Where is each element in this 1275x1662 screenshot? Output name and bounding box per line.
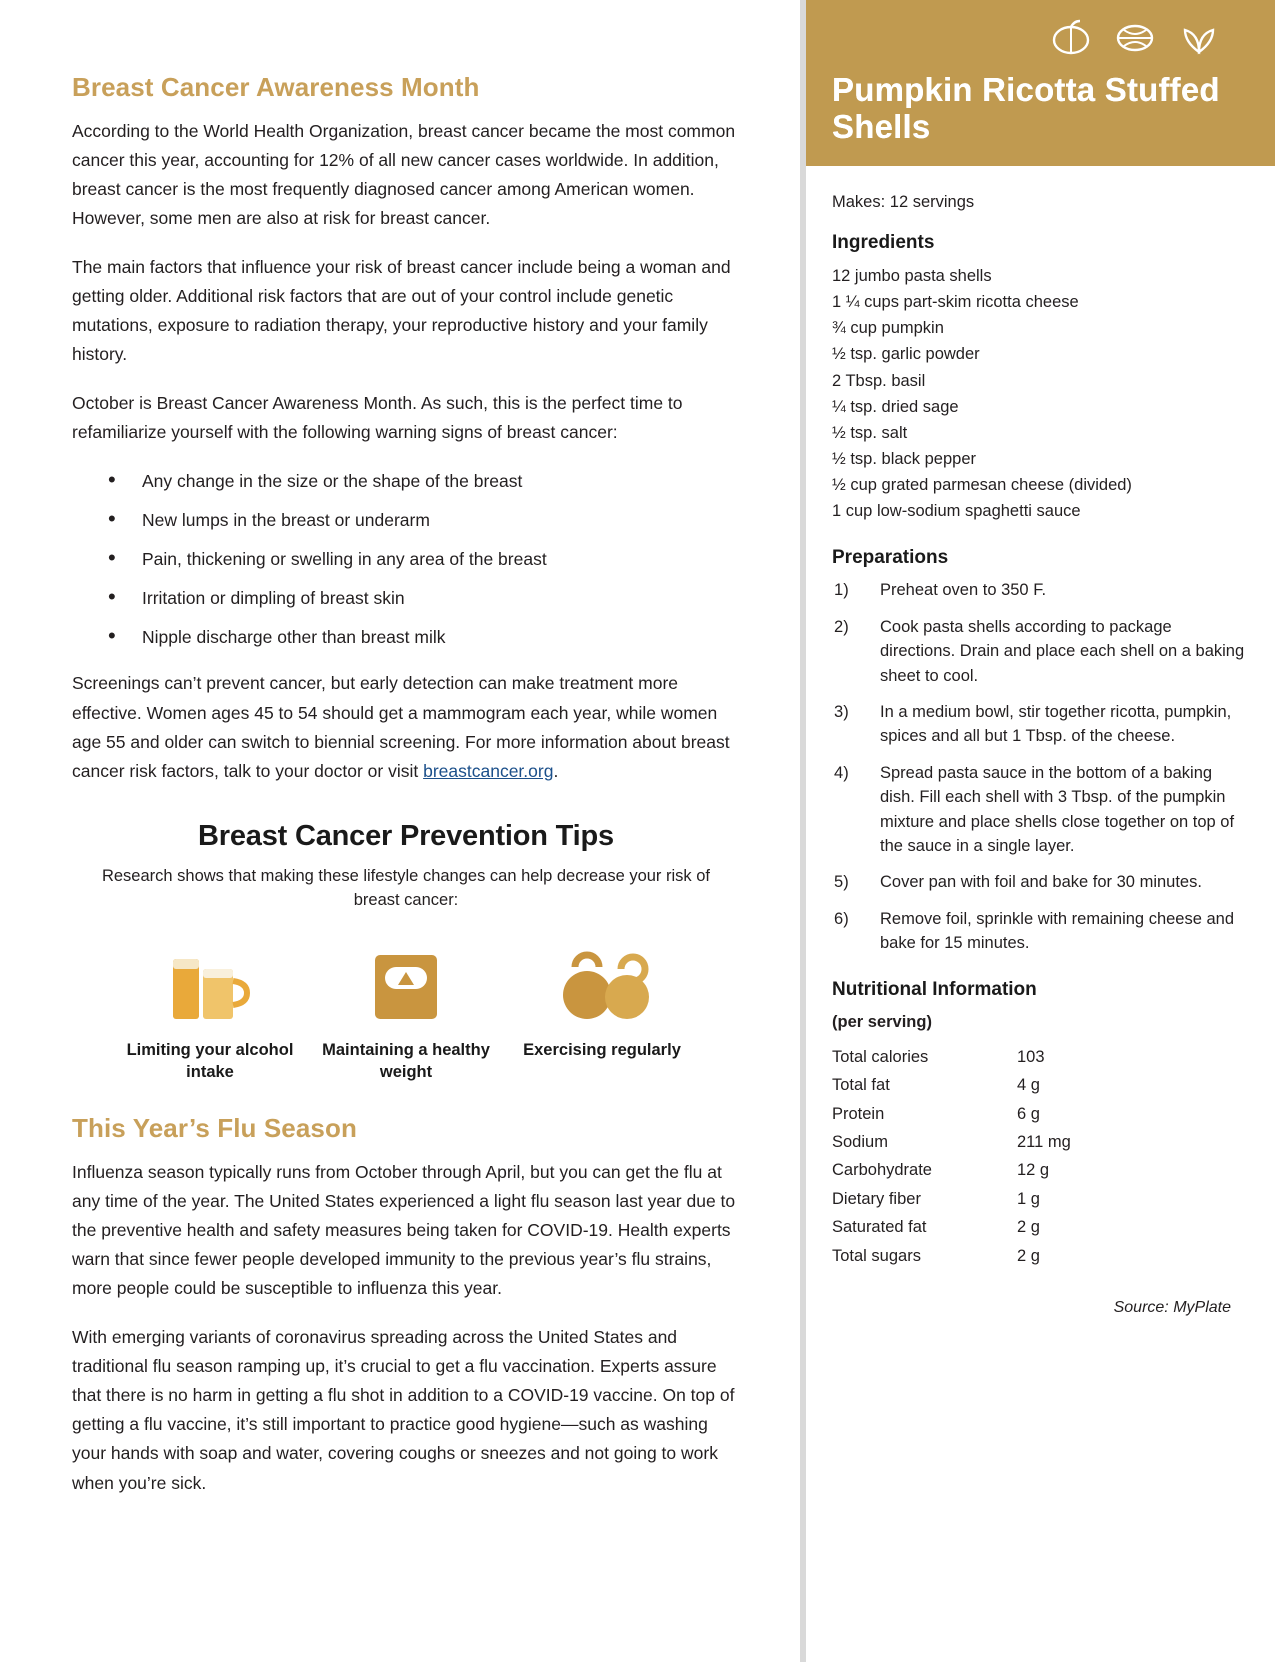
recipe-header-icons <box>832 10 1249 66</box>
warning-signs-list <box>72 467 740 651</box>
nutrition-value: 4 g <box>1017 1076 1040 1095</box>
nutrition-value: 2 g <box>1017 1218 1040 1237</box>
nutrition-label: Total sugars <box>832 1246 921 1265</box>
nutrition-table <box>832 1043 1249 1270</box>
list-item: • Any change in the size or the shape of the breast <box>108 467 740 495</box>
list-item: • Nipple discharge other than breast milk <box>108 623 740 651</box>
recipe-servings: Makes: 12 servings <box>832 193 975 211</box>
prevention-tips-row <box>82 943 730 1084</box>
list-item: 1 ¼ cups part-skim ricotta cheese <box>832 293 1079 312</box>
list-item: ½ tsp. garlic powder <box>832 345 980 364</box>
table-row <box>832 1185 1249 1213</box>
list-item: ½ cup grated parmesan cheese (divided) <box>832 475 1132 494</box>
paragraph-flu-2: With emerging variants of coronavirus spreading across the United States and traditional flu season ramping up, it’s crucial to get a flu vaccination. Experts assure that there is no harm in getting a flu shot in addition to a COVID-19 vaccine. On top of getting a flu vaccine, it’s still important to practice good hygiene—such as washing your hands with soap and water, covering coughs or sneezes and not going to work when you’re sick. <box>72 1327 735 1493</box>
prevention-tip-weight <box>308 943 504 1084</box>
breastcancer-org-link[interactable]: breastcancer.org <box>423 760 554 781</box>
paragraph-flu-1: Influenza season typically runs from October through April, but you can get the flu at any time of the year. The United States experienced a light flu season last year due to the preventive health and safety measures being taken for COVID-19. Health experts warn that since fewer people developed immunity to the previous year’s flu strains, more people could be susceptible to influenza this year. <box>72 1162 736 1299</box>
flu-season-title: This Year’s Flu Season <box>72 1113 357 1144</box>
list-item: 1 cup low-sodium spaghetti sauce <box>832 501 1081 520</box>
paragraph-bc-2: The main factors that influence your risk of breast cancer include being a woman and getting older. Additional risk factors that are out of your control include genetic mutations, exposure to radiation therapy, your reproductive history and your family history. <box>72 257 731 365</box>
table-row <box>832 1071 1249 1099</box>
list-item: Spread pasta sauce in the bottom of a baking dish. Fill each shell with 3 Tbsp. of the pumpkin mixture and place shells close together on top of the sauce in a single layer. <box>880 763 1235 856</box>
paragraph-bc-4-text: Screenings can’t prevent cancer, but early detection can make treatment more effective. Women ages 45 to 54 should get a mammogram each year, while women age 55 and older can switch to biennial screening. For more information about breast cancer risk factors, talk to your doctor or visit <box>72 673 730 781</box>
paragraph-bc-4 <box>72 669 740 785</box>
nutrition-value: 12 g <box>1017 1161 1050 1180</box>
prevention-tips-graphic <box>72 820 740 1083</box>
nutrition-label: Total fat <box>832 1076 890 1095</box>
recipe-title: Pumpkin Ricotta Stuffed Shells <box>832 71 1220 145</box>
nutrition-label: Dietary fiber <box>832 1189 921 1208</box>
list-item: ¼ tsp. dried sage <box>832 397 959 416</box>
prevention-tip-label: Maintaining a healthy weight <box>322 1040 490 1081</box>
prevention-tip-exercise <box>504 943 700 1084</box>
nutrition-heading: Nutritional Information <box>832 978 1037 1000</box>
pumpkin-icon <box>1047 16 1095 61</box>
nutrition-value: 103 <box>1017 1047 1045 1066</box>
list-item: In a medium bowl, stir together ricotta, pumpkin, spices and all but 1 Tbsp. of the cheese. <box>880 703 1232 746</box>
nutrition-label: Sodium <box>832 1133 888 1152</box>
list-item: 12 jumbo pasta shells <box>832 267 992 286</box>
table-row <box>832 1100 1249 1128</box>
list-item: • New lumps in the breast or underarm <box>108 506 740 534</box>
nutrition-value: 6 g <box>1017 1104 1040 1123</box>
leaf-icon <box>1175 16 1223 61</box>
nutrition-label: Saturated fat <box>832 1218 927 1237</box>
list-item: • Irritation or dimpling of breast skin <box>108 584 740 612</box>
ricotta-wheel-icon <box>1111 16 1159 61</box>
nutrition-label: Protein <box>832 1104 885 1123</box>
list-item: Remove foil, sprinkle with remaining cheese and bake for 15 minutes. <box>880 909 1235 953</box>
page-title: Breast Cancer Awareness Month <box>72 72 480 102</box>
prevention-tip-alcohol <box>112 943 308 1084</box>
nutrition-value: 1 g <box>1017 1189 1040 1208</box>
recipe-header <box>806 0 1275 166</box>
nutrition-subheading: (per serving) <box>832 1013 932 1032</box>
nutrition-label: Total calories <box>832 1047 929 1066</box>
beer-glasses-icon <box>112 943 308 1025</box>
prevention-tip-label: Exercising regularly <box>523 1040 681 1059</box>
recipe-source: Source: MyPlate <box>1113 1298 1231 1316</box>
recipe-column <box>806 0 1275 1662</box>
kettlebell-icon <box>504 943 700 1025</box>
list-item: • Pain, thickening or swelling in any area of the breast <box>108 545 740 573</box>
table-row <box>832 1128 1249 1156</box>
prevention-tips-title: Breast Cancer Prevention Tips <box>198 819 614 852</box>
paragraph-bc-4-period: . <box>553 760 559 781</box>
scale-icon <box>308 943 504 1025</box>
table-row <box>832 1242 1249 1270</box>
nutrition-value: 2 g <box>1017 1246 1040 1265</box>
paragraph-bc-1: According to the World Health Organization, breast cancer became the most common cancer this year, accounting for 12% of all new cancer cases worldwide. In addition, breast cancer is the most frequently diagnosed cancer among American women. However, some men are also at risk for breast cancer. <box>72 121 736 229</box>
table-row <box>832 1156 1249 1184</box>
list-item: Cover pan with foil and bake for 30 minutes. <box>880 873 1202 892</box>
ingredients-list <box>832 263 1249 524</box>
list-item: Cook pasta shells according to package directions. Drain and place each shell on a baking sheet to cool. <box>880 617 1245 685</box>
list-item: ½ tsp. black pepper <box>832 449 977 468</box>
preparations-heading: Preparations <box>832 546 949 568</box>
table-row <box>832 1213 1249 1241</box>
prevention-tips-subtitle: Research shows that making these lifestyle changes can help decrease your risk of breast cancer: <box>101 866 711 909</box>
nutrition-label: Carbohydrate <box>832 1161 932 1180</box>
preparations-list <box>832 578 1249 955</box>
paragraph-bc-3: October is Breast Cancer Awareness Month. As such, this is the perfect time to refamiliarize yourself with the following warning signs of breast cancer: <box>72 393 683 443</box>
nutrition-value: 211 mg <box>1017 1133 1071 1152</box>
table-row <box>832 1043 1249 1071</box>
list-item: ¾ cup pumpkin <box>832 319 944 338</box>
list-item: 2 Tbsp. basil <box>832 371 926 390</box>
ingredients-heading: Ingredients <box>832 231 935 253</box>
list-item: Preheat oven to 350 F. <box>880 581 1047 600</box>
list-item: ½ tsp. salt <box>832 423 908 442</box>
recipe-body <box>806 166 1275 1320</box>
prevention-tip-label: Limiting your alcohol intake <box>126 1040 294 1081</box>
